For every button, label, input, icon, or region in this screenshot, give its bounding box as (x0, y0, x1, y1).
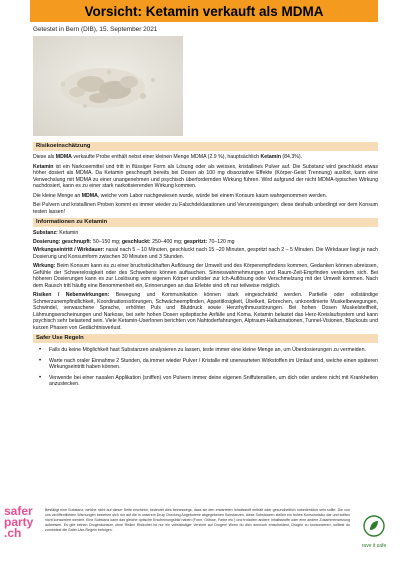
section-heading-risk: Risikoeinschätzung (33, 142, 378, 151)
title-banner (30, 0, 378, 22)
risk-paragraph-2: Ketamin ist ein Narkosemittel und tritt in flüssiger Form als Lösung oder als weisses, kristallines Pulver auf. Die Substanz wird geschluckt etwas höher dosiert als MDMA. Da Ketamin geschnupft bereits bei Dosen ab 100 mg dissoziative Effekte (Körper-Geist Trennung) auslöst, kann eine Verwechslung mit MDMA zu einer unangenehmen und psychisch überfordernden Wirkung führen. Wird aufgrund der nicht MDMA-typischen Wirkung nachdosiert, kann es zu einer stark narkotisierenden Wirkung kommen. (33, 163, 378, 189)
list-item: • Falls du keine Möglichkeit hast Substanzen analysieren zu lassen, teste immer eine kleine Menge an, um Überdosierungen zu vermeiden. (33, 347, 378, 354)
page-title: Vorsicht: Ketamin verkauft als MDMA (84, 3, 324, 19)
leaf-icon (363, 515, 385, 537)
info-wirkung: Wirkung: Beim Konsum kann es zu einer bruchstückhaften Auflösung der Umwelt und des Körperempfindens kommen, Gedanken können abreissen, Gefühle der Schwerelosigkeit oder des Schwebens können auftauchen. Sinneswahrnehmungen und Raum-Zeit-Empfinden verändern sich. Bei höheren Dosierungen kann es zur Loslösung vom eigenen Körper und/oder zur Ich-Auflösung oder Verschmelzung mit der Umwelt kommen. Nach dem Rausch tritt häufig eine Benommenheit ein, Erinnerungen an das Erlebte sind oft nur teilweise möglich. (33, 263, 378, 289)
info-wirkungseintritt: Wirkungseintritt / Wirkdauer: nasal nach 5 – 10 Minuten, geschluckt nach 15 –20 Minuten, gespritzt nach 2 – 5 Minuten. Die Wirkdauer liegt je nach Dosierung und Konsumform zwischen 30 Minuten und 3 Stunden. (33, 247, 378, 260)
test-info: Getestet in Bern (DIB), 15. September 2021 (33, 26, 158, 33)
risk-paragraph-3: Die kleine Menge an MDMA, welche vom Labor nachgewiesen wurde, würde bei einem Konsum kaum wahrgenommen werden. (33, 192, 328, 199)
rave-it-safe-logo: rave it safe (354, 515, 394, 549)
info-substanz: Substanz: Ketamin (33, 230, 79, 236)
document-body (33, 142, 378, 392)
powder-image (33, 36, 183, 136)
risk-paragraph-4: Bei Pulvern und kristallinen Proben kommt es immer wieder zu Falschdeklarationen und Verunreinigungen; diese deshalb unbedingt vor dem Konsum testen lassen! (33, 202, 378, 215)
section-heading-info: Informationen zu Ketamin (33, 218, 378, 227)
risk-paragraph-1: Diese als MDMA verkaufte Probe enthält nebst einer kleinen Menge MDMA (2.9 %), hauptsächlich Ketamin (84.3%). (33, 154, 303, 160)
info-risiken: Risiken / Nebenwirkungen: Bewegung und Kommunikation können stark eingeschränkt werden. Partielle oder vollständige Schmerzunempfindlichkeit, Koordinationsstörungen, Schwächeempfinden, Appetitlosigkeit, Übelkeit, Erbrechen, unkoordinierte Muskelbewegungen, Schwindel, verwaschene Sprache, erhöhter Puls und Blutdruck sowie Herzrhythmusstörungen. Bei hohen Dosen Muskelsteifheit, Lähmungserscheinungen und Narkose, bei sehr hohen Dosen epileptische Anfälle und Koma. Ketamin belastet das Herz-Kreislaufsystem und kann psychisch sehr belastend sein. Viele Ketamin-UserInnen berichten von Nahtoderfahrungen, Alptraum-Halluzinationen, Tunnel-Visionen, Blackouts und kurzen Phasen von Gedächtnisverlust. (33, 292, 378, 331)
list-item: • Verwende bei einer nasalen Applikation (sniffen) von Pulvern immer deine eigenen Sniffutensilien, um dich oder andere nicht mit Krankheiten anzustecken. (33, 375, 378, 388)
disclaimer-footer: Bestätigt eine Substanz, welche nicht auf dieser Seite erscheint, bedeutet dies keineswegs, dass sie den erwarteten Inhaltsstoff enthält oder gesundheitlich unbedenklich sein sollte. Die von uns veröffentlichten Warnungen beziehen sich nur auf die in unserem Drug Checking Angebotene abgegebenen Substanzen, diese Substanzen stellen ein hohes Konsumrisiko dar und sollten nicht konsumiert werden. Eine Substanz kann das gleiche optische Erscheinungsbild haben (Form, Grösse, Farbe etc.) und trotzdem andere Inhaltsstoffe oder eine andere Zusammensetzung aufweisen. Es gibt keinen Drogenkonsum ohne Risiko! Risikofrei ist nur ein vollständiger Verzicht auf Drogen! Wenn du dich dennoch entscheidest, Drogen zu konsumieren, solltest du zumindest die Safer-Use-Regeln befolgen. (45, 508, 350, 533)
info-dosierung: Dosierung: geschnupft: 50–150 mg; geschluckt: 250–400 mg; gespritzt: 70–120 mg (33, 238, 235, 245)
sample-photo (33, 36, 183, 136)
saferparty-logo: safer party .ch (4, 504, 34, 540)
section-heading-rules: Safer Use Regeln (33, 334, 378, 343)
list-item: • Warte nach oraler Einnahme 2 Stunden, da immer wieder Pulver / Kristalle mit unerwarteten Wirkstoffen im Umlauf sind, welche einen späteren Wirkungseintritt haben können. (33, 358, 378, 371)
rules-list (33, 347, 378, 388)
